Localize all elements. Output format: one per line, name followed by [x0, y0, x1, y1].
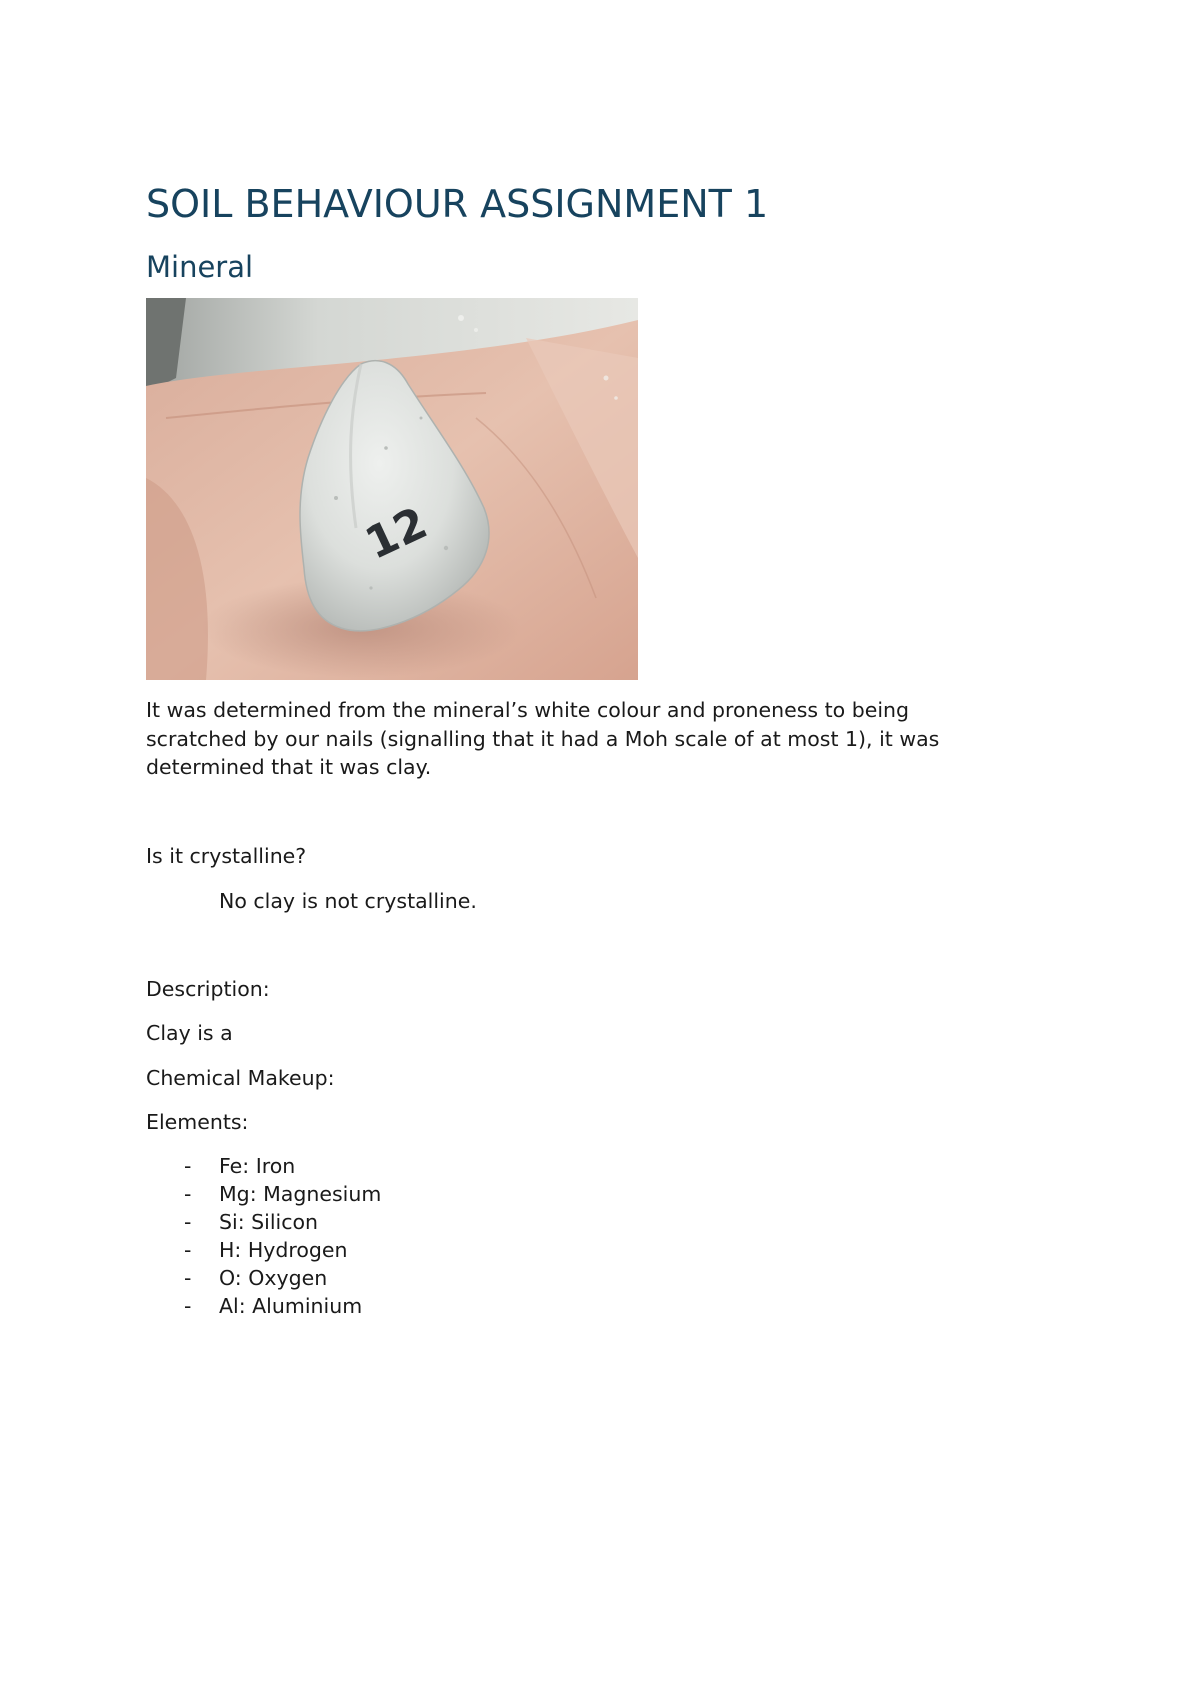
paragraph-line: scratched by our nails (signalling that it had a Moh scale of at most 1), it was — [146, 726, 940, 751]
document-title: SOIL BEHAVIOUR ASSIGNMENT 1 — [146, 182, 769, 226]
paragraph-line: determined that it was clay. — [146, 755, 432, 779]
paragraph-line: It was determined from the mineral’s white colour and proneness to being — [146, 698, 910, 722]
elements-label: Elements: — [146, 1110, 249, 1134]
list-marker: - — [184, 1182, 192, 1206]
element-entry: H: Hydrogen — [219, 1238, 348, 1262]
list-marker: - — [184, 1210, 192, 1234]
determination-paragraph — [146, 696, 939, 782]
clay-sample-photo — [146, 298, 638, 680]
element-entry: Al: Aluminium — [219, 1294, 363, 1318]
description-text: Clay is a — [146, 1021, 233, 1045]
crystalline-answer: No clay is not crystalline. — [219, 889, 477, 913]
crystalline-question: Is it crystalline? — [146, 844, 307, 868]
element-entry: O: Oxygen — [219, 1266, 328, 1290]
list-marker: - — [184, 1154, 192, 1178]
list-marker: - — [184, 1238, 192, 1262]
sample-marking: 12 — [357, 497, 435, 570]
chemical-makeup-label: Chemical Makeup: — [146, 1066, 335, 1090]
element-entry: Fe: Iron — [219, 1154, 296, 1178]
list-marker: - — [184, 1266, 192, 1290]
section-heading-mineral: Mineral — [146, 250, 254, 284]
description-label: Description: — [146, 977, 270, 1001]
list-marker: - — [184, 1294, 192, 1318]
element-entry: Si: Silicon — [219, 1210, 319, 1234]
element-entry: Mg: Magnesium — [219, 1182, 382, 1206]
